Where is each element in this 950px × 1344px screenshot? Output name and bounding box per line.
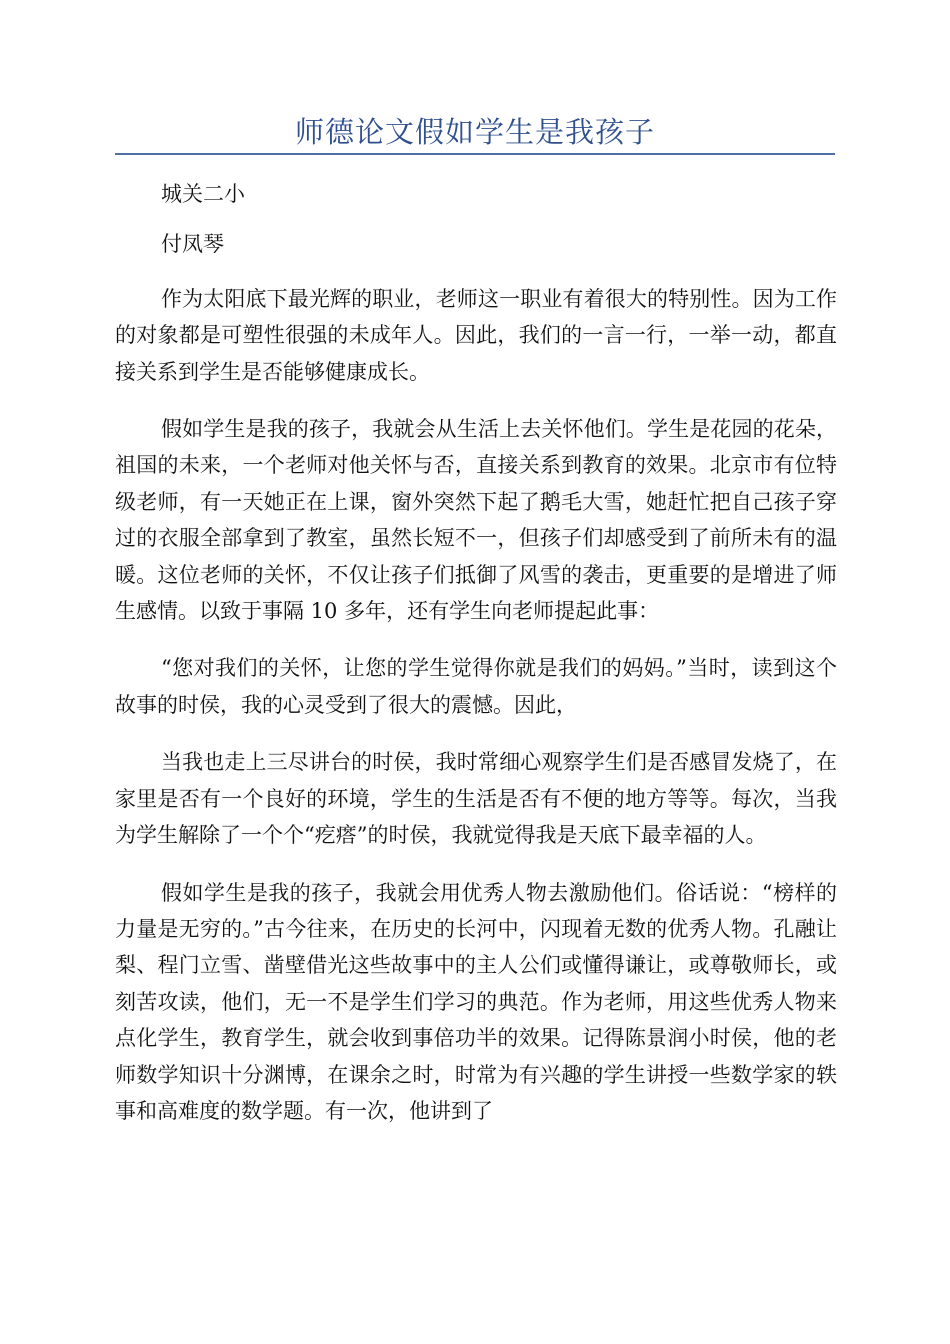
paragraph-4: 当我也走上三尽讲台的时侯，我时常细心观察学生们是否感冒发烧了，在家里是否有一个良好的环境，学生的生活是否有不便的地方等等。每次，当我为学生解除了一个个“疙瘩”的时侯，我就觉得我是天底下最幸福的人。	[115, 750, 837, 848]
paragraph-1: 作为太阳底下最光辉的职业，老师这一职业有着很大的特别性。因为工作的对象都是可塑性很强的未成年人。因此，我们的一言一行，一举一动，都直接关系到学生是否能够健康成长。	[115, 286, 837, 384]
document-body	[115, 176, 837, 1150]
school-name: 城关二小	[161, 182, 245, 206]
paragraph-2: 假如学生是我的孩子，我就会从生活上去关怀他们。学生是花园的花朵，祖国的未来，一个老师对他关怀与否，直接关系到教育的效果。北京市有位特级老师，有一天她正在上课，窗外突然下起了鹅毛大雪，她赶忙把自己孩子穿过的衣服全部拿到了教室，虽然长短不一，但孩子们却感受到了前所未有的温暖。这位老师的关怀，不仅让孩子们抵御了风雪的袭击，更重要的是增进了师生感情。以致于事隔 10 多年，还有学生向老师提起此事：	[115, 417, 837, 624]
title-underline	[115, 153, 835, 155]
author-name: 付凤琴	[161, 232, 224, 257]
paragraph-5: 假如学生是我的孩子，我就会用优秀人物去激励他们。俗话说：“榜样的力量是无穷的。”古今往来，在历史的长河中，闪现着无数的优秀人物。孔融让梨、程门立雪、凿壁借光这些故事中的主人公们或懂得谦让，或尊敬师长，或刻苦攻读，他们，无一不是学生们学习的典范。作为老师，用这些优秀人物来点化学生，教育学生，就会收到事倍功半的效果。记得陈景润小时侯，他的老师数学知识十分渊博，在课余之时，时常为有兴趣的学生讲授一些数学家的轶事和高难度的数学题。有一次，他讲到了	[115, 880, 837, 1123]
document-title: 师德论文假如学生是我孩子	[294, 115, 655, 149]
paragraph-3: “您对我们的关怀，让您的学生觉得你就是我们的妈妈。”当时，读到这个故事的时侯，我的心灵受到了很大的震憾。因此，	[115, 656, 837, 717]
